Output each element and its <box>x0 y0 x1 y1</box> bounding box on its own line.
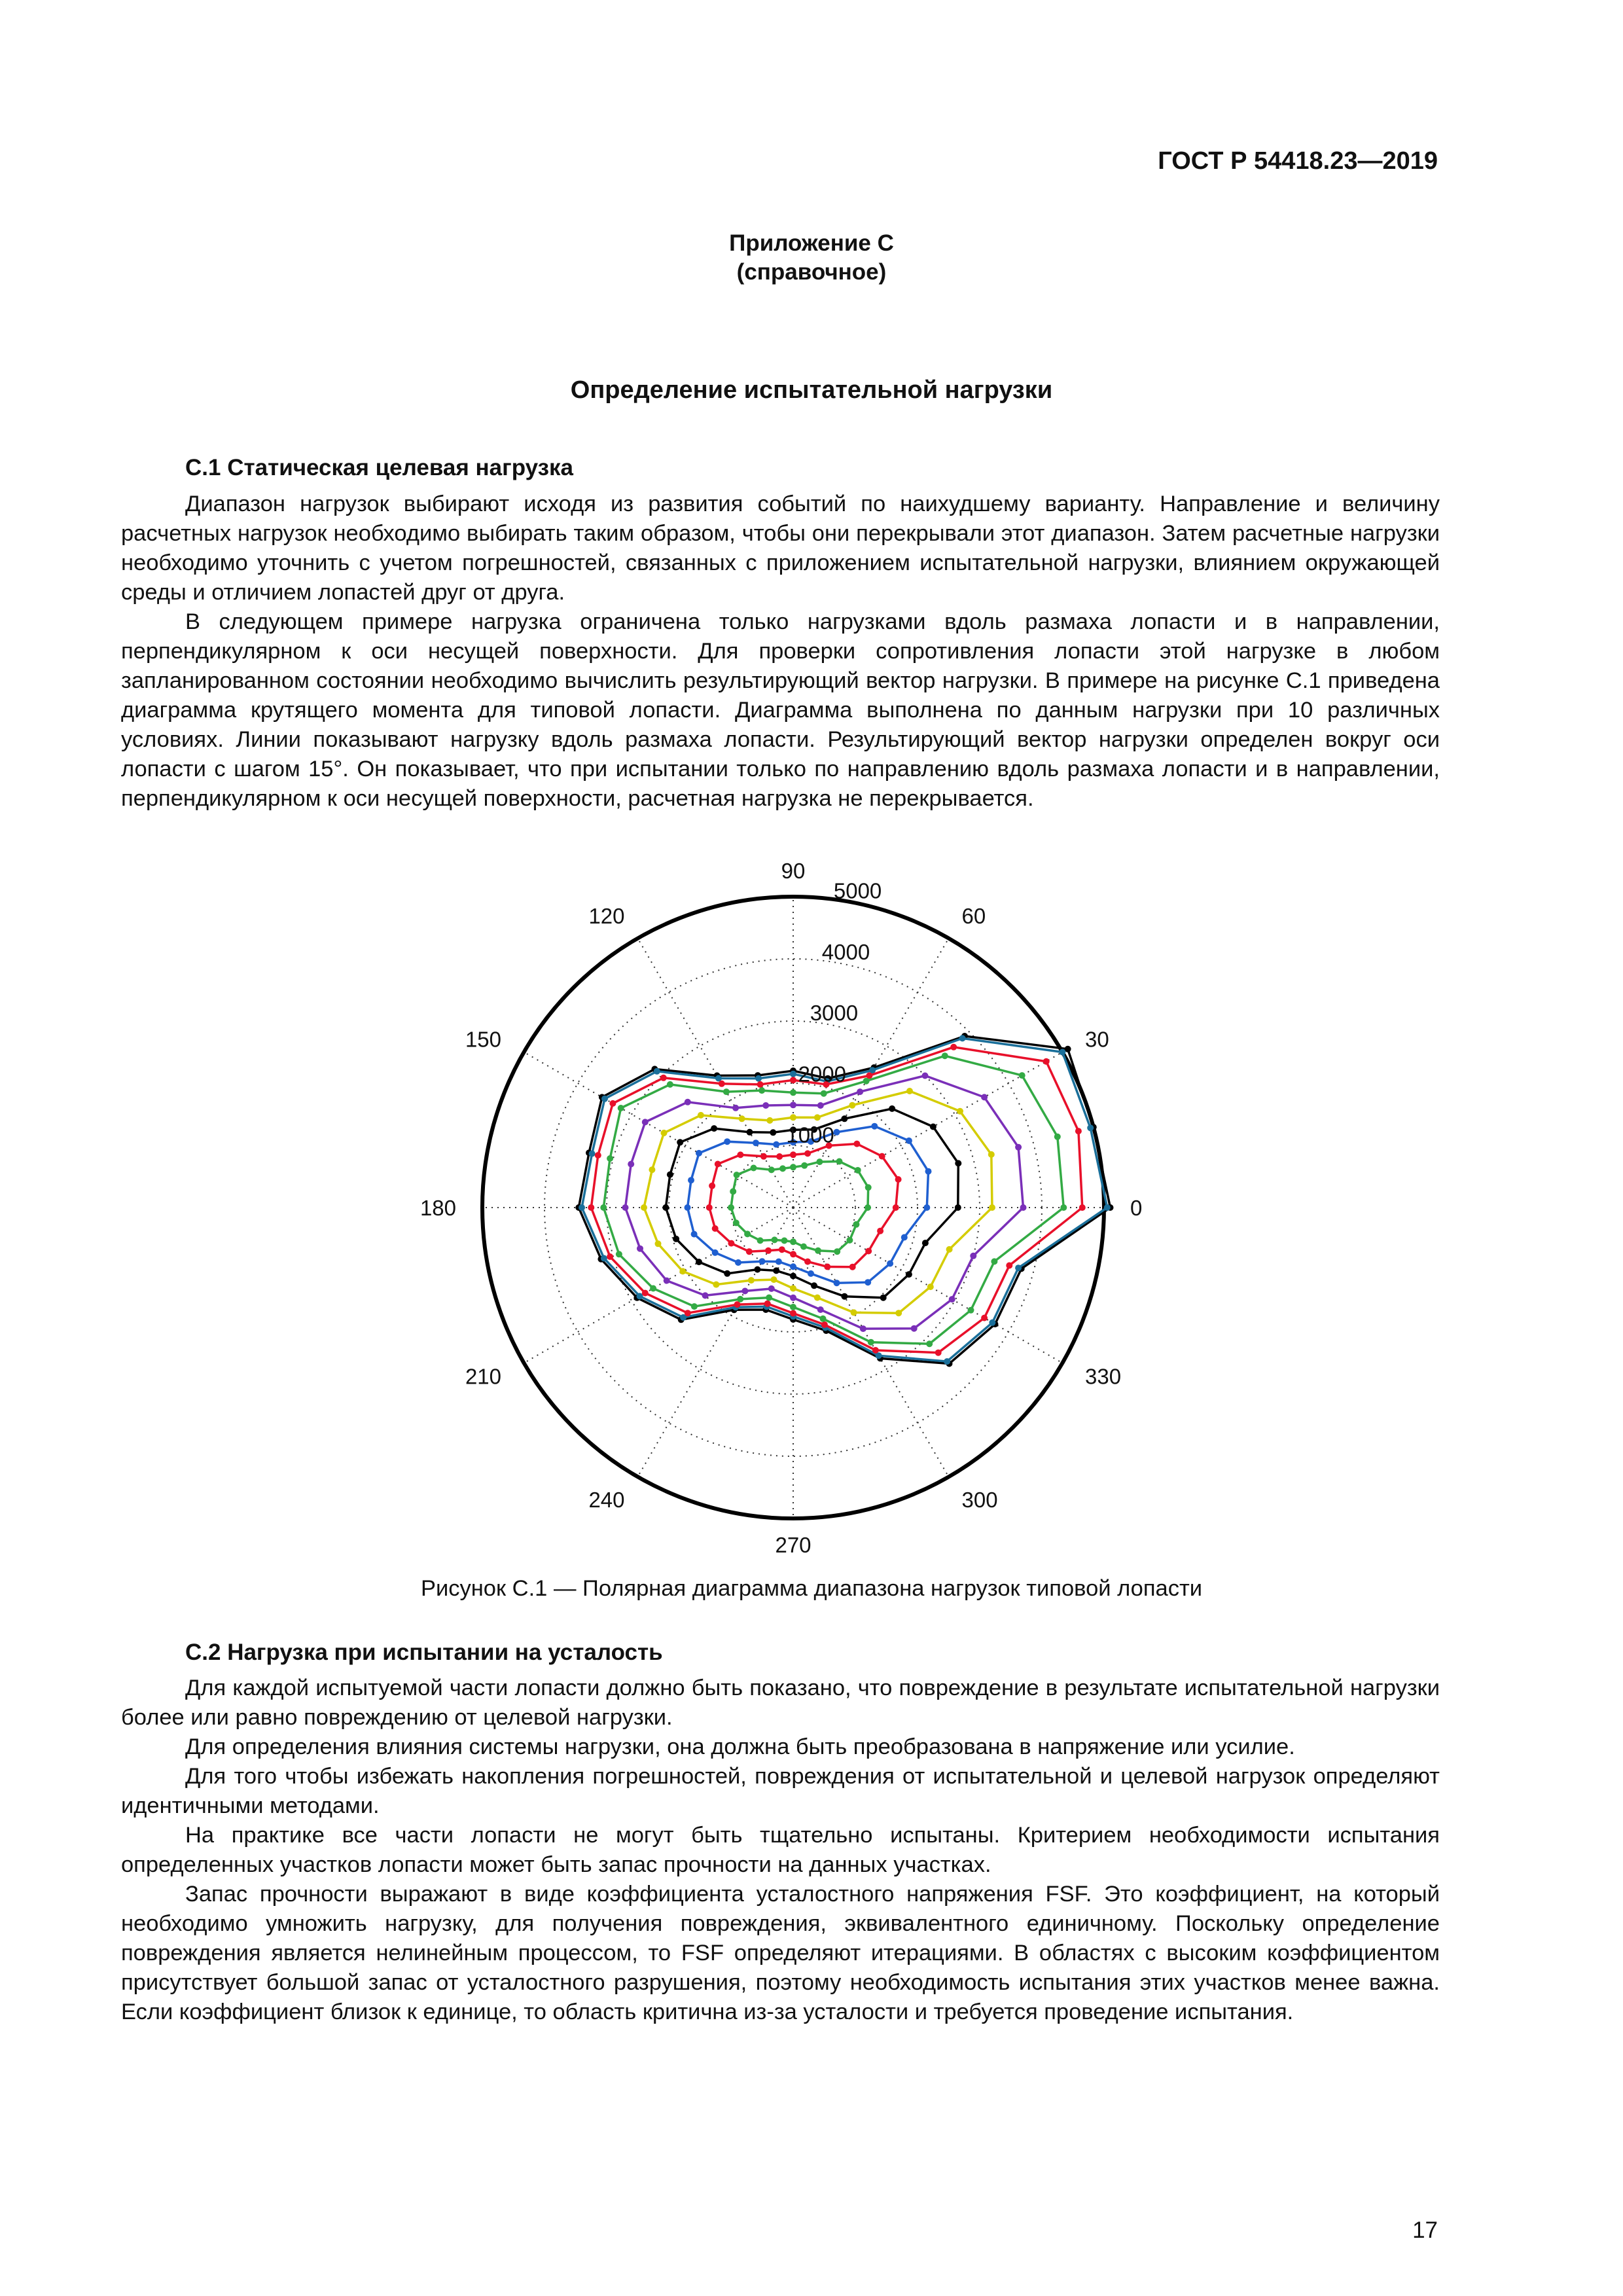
series-4-point <box>667 1081 673 1088</box>
series-4-point <box>790 1089 796 1096</box>
series-6-point <box>739 1115 745 1122</box>
series-3-point <box>660 1075 667 1081</box>
series-9-point <box>776 1153 783 1160</box>
series-4-point <box>868 1339 874 1346</box>
series-5-point <box>1020 1204 1027 1211</box>
series-10-point <box>815 1247 821 1254</box>
series-10-point <box>772 1236 778 1243</box>
series-9-point <box>877 1228 883 1234</box>
angular-grid-spoke <box>524 1208 793 1363</box>
series-2-point <box>1104 1204 1111 1211</box>
c2-paragraph-3: Для того чтобы избежать накопления погрешностей, повреждения от испытательной и целевой нагрузок определяют идентичными методами. <box>121 1764 1440 1818</box>
series-6-point <box>814 1114 821 1121</box>
series-6-point <box>988 1151 995 1158</box>
series-5-point <box>790 1102 796 1108</box>
series-7-point <box>930 1124 936 1130</box>
series-5-point <box>637 1246 643 1252</box>
series-9-point <box>865 1248 872 1255</box>
series-7-point <box>747 1129 753 1136</box>
series-8-point <box>790 1263 796 1270</box>
series-4-point <box>942 1052 948 1059</box>
angle-label: 210 <box>465 1364 501 1389</box>
radial-tick-label: 1000 <box>786 1122 834 1147</box>
angle-label: 240 <box>588 1487 625 1512</box>
series-8-point <box>759 1258 766 1265</box>
series-9-point <box>853 1141 860 1147</box>
angle-label: 270 <box>775 1532 812 1557</box>
series-9-point <box>728 1240 734 1247</box>
series-7-point <box>841 1115 847 1122</box>
series-5-point <box>685 1099 691 1105</box>
series-4-point <box>821 1090 827 1097</box>
angle-label: 0 <box>1130 1195 1143 1220</box>
series-3-point <box>719 1081 725 1087</box>
series-4-point <box>618 1105 624 1111</box>
series-10-point <box>744 1230 751 1237</box>
series-7-point <box>673 1236 679 1242</box>
series-4-point <box>616 1251 622 1257</box>
series-2-point <box>944 1358 950 1365</box>
series-4-point <box>968 1307 974 1314</box>
series-10-point <box>865 1184 872 1191</box>
series-3-point <box>764 1300 771 1307</box>
series-8-point <box>753 1139 759 1146</box>
series-line-5 <box>626 1076 1024 1329</box>
series-2-point <box>579 1204 585 1211</box>
series-8-point <box>776 1259 782 1265</box>
series-5-point <box>857 1088 863 1095</box>
series-3-point <box>685 1310 691 1316</box>
series-5-point <box>642 1119 649 1125</box>
series-4-point <box>790 1304 796 1310</box>
series-2-point <box>589 1151 596 1157</box>
appendix-label: Приложение С <box>729 230 894 256</box>
series-7-point <box>841 1293 847 1300</box>
series-10-point <box>865 1204 871 1211</box>
section-title: Определение испытательной нагрузки <box>570 376 1053 404</box>
series-6-point <box>790 1285 796 1292</box>
series-3-point <box>757 1081 764 1088</box>
series-10-point <box>781 1238 788 1244</box>
series-4-point <box>1019 1072 1026 1079</box>
series-5-point <box>768 1285 775 1292</box>
series-3-point <box>981 1315 988 1321</box>
series-9-point <box>849 1264 856 1270</box>
series-3-point <box>1075 1128 1082 1134</box>
series-8-point <box>906 1138 912 1144</box>
series-4-point <box>926 1340 933 1347</box>
series-5-point <box>664 1278 670 1284</box>
series-6-point <box>713 1282 719 1288</box>
series-6-point <box>849 1102 855 1109</box>
series-5-point <box>628 1161 634 1168</box>
series-7-point <box>754 1266 760 1273</box>
series-line-3 <box>591 1047 1082 1353</box>
series-4-point <box>1060 1204 1067 1211</box>
series-2-point <box>755 1075 762 1082</box>
series-5-point <box>817 1306 824 1313</box>
series-8-point <box>834 1280 840 1286</box>
series-8-point <box>901 1234 908 1241</box>
series-4-point <box>600 1204 607 1211</box>
series-3-point <box>609 1100 616 1107</box>
c2-heading: С.2 Нагрузка при испытании на усталость <box>185 1640 663 1665</box>
series-7-point <box>770 1129 776 1136</box>
series-5-point <box>741 1288 748 1295</box>
series-7-point <box>811 1282 817 1289</box>
series-3-point <box>607 1253 613 1260</box>
series-6-point <box>895 1310 902 1316</box>
series-6-point <box>790 1114 796 1121</box>
polar-load-chart <box>419 857 1204 1571</box>
series-10-point <box>834 1248 840 1255</box>
series-5-point <box>817 1102 824 1109</box>
document-code-header: ГОСТ Р 54418.23—2019 <box>1158 147 1438 175</box>
radial-tick-label: 2000 <box>798 1062 847 1086</box>
c2-paragraph-4: На практике все части лопасти не могут быть тщательно испытаны. Критерием необходимости испытания определенных участков лопасти может быть запас прочности на данных участках. <box>121 1823 1440 1877</box>
series-6-point <box>766 1117 773 1124</box>
series-5-point <box>622 1204 629 1211</box>
series-5-point <box>922 1073 929 1079</box>
series-line-4 <box>603 1056 1063 1344</box>
series-9-point <box>715 1161 721 1168</box>
c2-paragraph-2: Для определения влияния системы нагрузки, она должна быть преобразована в напряжение или усилие. <box>185 1734 1295 1759</box>
series-8-point <box>871 1123 878 1130</box>
series-3-point <box>790 1077 796 1083</box>
series-3-point <box>935 1350 942 1356</box>
series-4-point <box>766 1295 772 1301</box>
series-10-point <box>733 1219 740 1226</box>
series-8-point <box>887 1261 893 1267</box>
series-4-point <box>758 1087 765 1094</box>
series-6-point <box>946 1246 953 1253</box>
series-8-point <box>925 1168 932 1175</box>
series-8-point <box>834 1129 840 1136</box>
series-6-point <box>679 1268 686 1274</box>
series-7-point <box>677 1139 683 1145</box>
series-6-point <box>661 1130 668 1136</box>
radial-tick-label: 4000 <box>821 940 870 964</box>
series-4-point <box>991 1258 997 1265</box>
series-4-point <box>607 1155 613 1162</box>
series-8-point <box>712 1249 719 1256</box>
series-2-point <box>790 1071 796 1077</box>
angle-label: 120 <box>588 903 625 928</box>
radial-tick-label: 5000 <box>833 878 882 903</box>
series-8-point <box>735 1259 741 1266</box>
series-8-point <box>691 1231 698 1238</box>
series-9-point <box>765 1247 772 1254</box>
series-10-point <box>757 1237 764 1244</box>
series-8-point <box>688 1177 694 1183</box>
series-7-point <box>955 1204 961 1211</box>
series-8-point <box>808 1270 814 1277</box>
series-9-point <box>706 1204 713 1211</box>
series-10-point <box>790 1238 796 1245</box>
series-6-point <box>927 1283 934 1290</box>
angle-label: 30 <box>1085 1027 1109 1052</box>
series-7-point <box>922 1240 929 1246</box>
series-7-point <box>889 1105 895 1112</box>
series-7-point <box>724 1270 730 1277</box>
series-10-point <box>768 1166 775 1173</box>
angle-label: 60 <box>961 903 986 928</box>
series-7-point <box>711 1125 717 1132</box>
series-10-point <box>855 1167 861 1174</box>
series-4-point <box>1054 1134 1061 1140</box>
series-2-point <box>1015 1265 1022 1271</box>
series-9-point <box>790 1151 796 1158</box>
series-7-point <box>667 1172 673 1178</box>
series-8-point <box>696 1150 702 1157</box>
series-3-point <box>790 1310 796 1317</box>
series-9-point <box>760 1153 767 1160</box>
series-6-point <box>906 1088 913 1094</box>
series-3-point <box>588 1204 594 1211</box>
series-2-point <box>1059 1049 1065 1056</box>
series-8-point <box>724 1138 730 1145</box>
series-10-point <box>790 1164 796 1170</box>
series-5-point <box>949 1296 955 1302</box>
series-8-point <box>685 1204 691 1211</box>
series-3-point <box>950 1044 957 1050</box>
c1-paragraph-2: В следующем примере нагрузка ограничена только нагрузками вдоль размаха лопасти и в направлении, перпендикулярном к оси несущей поверхности. Для проверки сопротивления лопасти этой нагрузке в любом запланированном состоянии необходимо вычислить результирующий вектор нагрузки. В примере на рисунке С.1 приведена диаграмма крутящего момента для типовой лопасти. Диаграмма выполнена по данным нагрузки при 10 различных условиях. Линии показывают нагрузку вдоль размаха лопасти. Результирующий вектор нагрузки определен вокруг оси лопасти с шагом 15°. Он показывает, что при испытании только по направлению вдоль размаха лопасти и в направлении, перпендикулярном к оси несущей поверхности, расчетная нагрузка не перекрывается. <box>121 609 1440 811</box>
series-2-point <box>1087 1124 1094 1131</box>
series-5-point <box>790 1295 796 1301</box>
series-2-point <box>959 1035 966 1041</box>
series-10-point <box>730 1188 736 1194</box>
series-2-point <box>601 1096 608 1102</box>
series-6-point <box>989 1204 995 1211</box>
series-6-point <box>649 1166 655 1173</box>
series-8-point <box>773 1141 779 1148</box>
page-number: 17 <box>1412 2217 1438 2243</box>
c2-paragraph-5: Запас прочности выражают в виде коэффициента усталостного напряжения FSF. Это коэффициент, на который необходимо умножить нагрузку, для получения повреждения, эквивалентного единичному. Поскольку определение повреждения является нелинейным процессом, то FSF определяют итерациями. В областях с высоким коэффициентом присутствует большой запас от усталостного разрушения, поэтому необходимость испытания этих участков менее важна. Если коэффициент близок к единице, то область критична из-за усталости и требуется проведение испытания. <box>121 1882 1440 2024</box>
series-4-point <box>820 1316 827 1322</box>
series-10-point <box>836 1158 843 1165</box>
radial-tick-label: 3000 <box>810 1001 859 1026</box>
angle-label: 300 <box>961 1487 998 1512</box>
series-10-point <box>779 1165 786 1172</box>
series-2-point <box>654 1068 660 1075</box>
angle-label: 330 <box>1085 1364 1122 1389</box>
series-3-point <box>821 1321 828 1328</box>
series-4-point <box>863 1078 870 1085</box>
series-7-point <box>955 1160 961 1166</box>
series-9-point <box>737 1151 743 1158</box>
angle-label: 90 <box>781 858 806 883</box>
series-9-point <box>824 1264 830 1270</box>
series-6-point <box>851 1309 857 1316</box>
series-6-point <box>748 1277 755 1283</box>
series-10-point <box>728 1204 734 1211</box>
series-9-point <box>893 1204 899 1211</box>
series-9-point <box>790 1251 796 1257</box>
series-5-point <box>911 1325 918 1332</box>
series-3-point <box>595 1152 601 1158</box>
series-3-point <box>1006 1263 1012 1269</box>
series-3-point <box>1079 1204 1086 1211</box>
series-10-point <box>801 1162 808 1169</box>
series-6-point <box>641 1204 647 1211</box>
series-6-point <box>655 1240 662 1247</box>
series-3-point <box>1043 1058 1050 1065</box>
series-5-point <box>981 1094 988 1100</box>
series-10-point <box>734 1172 740 1178</box>
series-6-point <box>957 1108 963 1115</box>
series-9-point <box>804 1259 811 1265</box>
series-7-point <box>790 1273 796 1280</box>
c2-paragraph-1: Для каждой испытуемой части лопасти должно быть показано, что повреждение в результате испытательной нагрузки более или равно повреждению от целевой нагрузки. <box>121 1676 1440 1730</box>
series-5-point <box>860 1325 866 1332</box>
series-4-point <box>691 1303 698 1310</box>
series-4-point <box>650 1285 656 1292</box>
series-9-point <box>709 1183 715 1189</box>
angle-label: 180 <box>419 1195 456 1220</box>
series-5-point <box>762 1102 769 1109</box>
angle-label: 150 <box>465 1027 501 1052</box>
appendix-type: (справочное) <box>736 259 887 285</box>
series-2-point <box>601 1255 607 1262</box>
series-9-point <box>879 1153 885 1160</box>
series-5-point <box>702 1292 709 1299</box>
series-6-point <box>771 1276 777 1283</box>
series-9-point <box>804 1150 811 1157</box>
series-9-point <box>895 1176 902 1183</box>
series-5-point <box>732 1105 739 1111</box>
c1-heading: С.1 Статическая целевая нагрузка <box>185 455 574 480</box>
series-10-point <box>816 1158 823 1165</box>
series-10-point <box>751 1165 757 1172</box>
c1-paragraph-1: Диапазон нагрузок выбирают исходя из развития событий по наихудшему варианту. Направление и величину расчетных нагрузок необходимо выбирать таким образом, чтобы они перекрывали этот диапазон. Затем расчетные нагрузки необходимо уточнить с учетом погрешностей, связанных с приложением испытательной нагрузки, влиянием окружающей среды и отличием лопастей друг от друга. <box>121 492 1440 605</box>
series-9-point <box>746 1248 753 1255</box>
series-8-point <box>923 1204 930 1211</box>
series-7-point <box>906 1271 912 1278</box>
series-3-point <box>872 1347 879 1354</box>
series-9-point <box>712 1225 719 1232</box>
series-10-point <box>800 1244 807 1250</box>
series-5-point <box>1015 1144 1022 1151</box>
series-4-point <box>723 1088 730 1095</box>
series-6-point <box>698 1112 704 1119</box>
series-4-point <box>737 1296 743 1302</box>
series-10-point <box>853 1221 859 1228</box>
series-5-point <box>970 1253 976 1259</box>
figure-caption: Рисунок С.1 — Полярная диаграмма диапазона нагрузок типовой лопасти <box>420 1576 1203 1601</box>
series-10-point <box>846 1237 853 1244</box>
series-7-point <box>696 1259 702 1265</box>
series-8-point <box>865 1279 871 1285</box>
series-2-point <box>989 1319 995 1326</box>
series-7-point <box>662 1204 669 1211</box>
series-3-point <box>642 1290 649 1297</box>
series-7-point <box>880 1295 887 1301</box>
series-7-point <box>773 1267 779 1274</box>
series-9-point <box>779 1246 785 1253</box>
series-6-point <box>814 1295 821 1301</box>
